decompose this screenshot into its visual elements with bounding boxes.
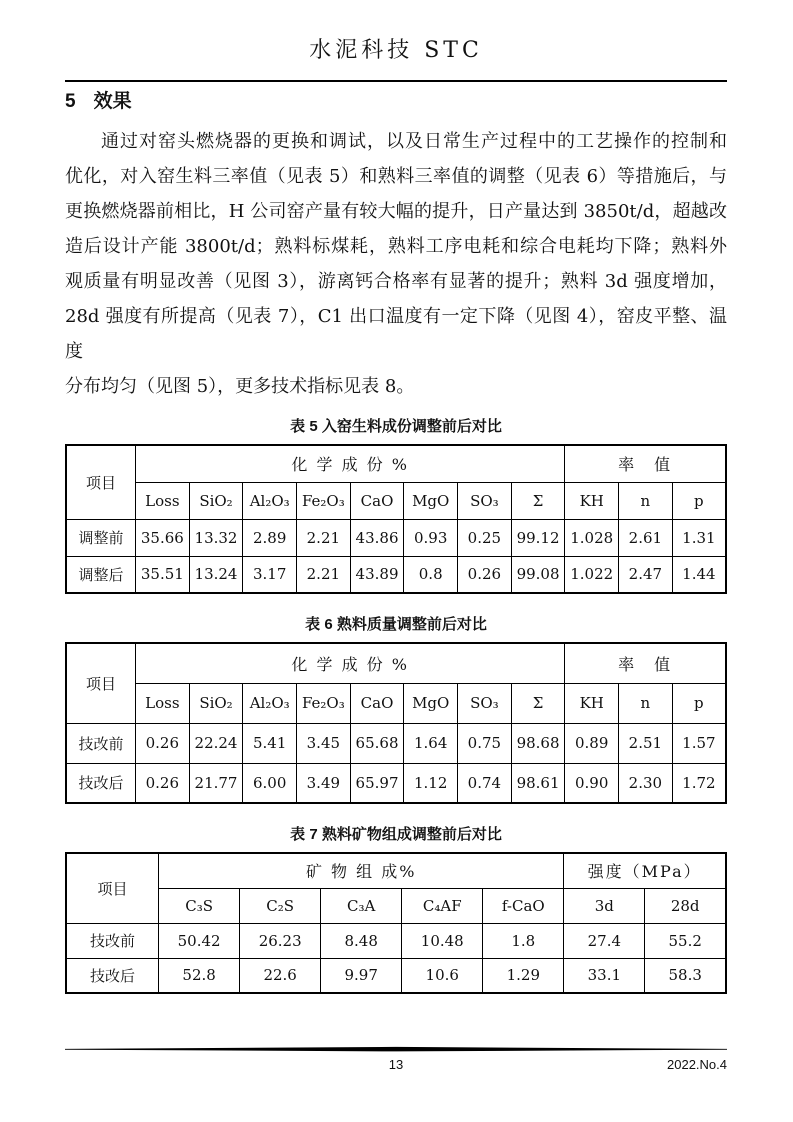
value-cell: 0.75 xyxy=(458,723,512,763)
data-table xyxy=(65,642,727,804)
value-cell: 1.12 xyxy=(404,763,458,803)
item-column-header: 项目 xyxy=(66,445,136,519)
value-cell: 8.48 xyxy=(321,923,402,958)
table-caption: 表 5 入窑生料成份调整前后对比 xyxy=(290,418,502,435)
value-cell: 55.2 xyxy=(645,923,726,958)
group-header-cell: 化 学 成 份 % xyxy=(136,445,565,482)
journal-header xyxy=(65,36,727,82)
table-row xyxy=(66,723,726,763)
column-header-cell: Al₂O₃ xyxy=(243,482,297,519)
column-header-cell: C₃A xyxy=(321,888,402,923)
column-header-cell: CaO xyxy=(350,683,404,723)
value-cell: 65.68 xyxy=(350,723,404,763)
value-cell: 13.24 xyxy=(189,556,243,593)
value-cell: 6.00 xyxy=(243,763,297,803)
row-label-cell: 技改后 xyxy=(66,958,159,993)
value-cell: 99.08 xyxy=(511,556,565,593)
table-row xyxy=(66,556,726,593)
group-header-cell: 率 值 xyxy=(565,445,726,482)
raw-meal-comparison-table xyxy=(65,444,727,594)
value-cell: 2.30 xyxy=(619,763,673,803)
value-cell: 35.51 xyxy=(136,556,190,593)
paragraph-line: 造后设计产能 3800t/d；熟料标煤耗，熟料工序电耗和综合电耗均下降；熟料外 xyxy=(65,236,727,257)
section-title: 效果 xyxy=(93,91,132,112)
column-header-cell: MgO xyxy=(404,482,458,519)
paragraph-line: 通过对窑头燃烧器的更换和调试，以及日常生产过程中的工艺操作的控制和 xyxy=(101,131,727,152)
value-cell: 1.022 xyxy=(565,556,619,593)
value-cell: 43.86 xyxy=(350,519,404,556)
value-cell: 1.72 xyxy=(672,763,726,803)
item-column-header: 项目 xyxy=(66,853,159,923)
value-cell: 2.21 xyxy=(297,556,351,593)
table-row xyxy=(66,763,726,803)
row-label-cell: 调整前 xyxy=(66,519,136,556)
section-number: 5 xyxy=(65,91,76,112)
table-subheader-row xyxy=(66,482,726,519)
value-cell: 3.17 xyxy=(243,556,297,593)
value-cell: 2.21 xyxy=(297,519,351,556)
paragraph-line: 分布均匀（见图 5），更多技术指标见表 8。 xyxy=(65,376,415,397)
column-header-cell: SiO₂ xyxy=(189,683,243,723)
value-cell: 0.89 xyxy=(565,723,619,763)
group-header-cell: 强度（MPa） xyxy=(564,853,726,888)
value-cell: 33.1 xyxy=(564,958,645,993)
column-header-cell: Fe₂O₃ xyxy=(297,482,351,519)
table-row xyxy=(66,519,726,556)
value-cell: 26.23 xyxy=(240,923,321,958)
value-cell: 27.4 xyxy=(564,923,645,958)
value-cell: 0.8 xyxy=(404,556,458,593)
column-header-cell: n xyxy=(619,683,673,723)
row-label-cell: 调整后 xyxy=(66,556,136,593)
value-cell: 2.89 xyxy=(243,519,297,556)
value-cell: 0.93 xyxy=(404,519,458,556)
header-rule xyxy=(65,80,727,82)
value-cell: 98.61 xyxy=(511,763,565,803)
column-header-cell: MgO xyxy=(404,683,458,723)
value-cell: 22.24 xyxy=(189,723,243,763)
column-header-cell: f-CaO xyxy=(483,888,564,923)
row-label-cell: 技改后 xyxy=(66,763,136,803)
column-header-cell: 28d xyxy=(645,888,726,923)
value-cell: 9.97 xyxy=(321,958,402,993)
group-header-cell: 化 学 成 份 % xyxy=(136,643,565,683)
table-caption: 表 7 熟料矿物组成调整前后对比 xyxy=(290,826,502,843)
value-cell: 1.028 xyxy=(565,519,619,556)
value-cell: 3.45 xyxy=(297,723,351,763)
value-cell: 0.90 xyxy=(565,763,619,803)
column-header-cell: p xyxy=(672,683,726,723)
row-label-cell: 技改前 xyxy=(66,923,159,958)
value-cell: 2.47 xyxy=(619,556,673,593)
paragraph-line: 优化，对入窑生料三率值（见表 5）和熟料三率值的调整（见表 6）等措施后，与 xyxy=(65,166,727,187)
column-header-cell: SO₃ xyxy=(458,683,512,723)
column-header-cell: n xyxy=(619,482,673,519)
group-header-cell: 矿 物 组 成% xyxy=(159,853,564,888)
journal-title: 水泥科技 STC xyxy=(309,38,483,63)
value-cell: 5.41 xyxy=(243,723,297,763)
column-header-cell: Fe₂O₃ xyxy=(297,683,351,723)
issue-label: 2022.No.4 xyxy=(667,1057,727,1072)
paragraph-line: 观质量有明显改善（见图 3），游离钙合格率有显著的提升；熟料 3d 强度增加， xyxy=(65,271,727,292)
value-cell: 98.68 xyxy=(511,723,565,763)
table-header-row xyxy=(66,445,726,482)
value-cell: 10.6 xyxy=(402,958,483,993)
value-cell: 35.66 xyxy=(136,519,190,556)
table-row xyxy=(66,923,726,958)
column-header-cell: Loss xyxy=(136,482,190,519)
column-header-cell: p xyxy=(672,482,726,519)
row-label-cell: 技改前 xyxy=(66,723,136,763)
column-header-cell: SO₃ xyxy=(458,482,512,519)
value-cell: 1.64 xyxy=(404,723,458,763)
table-row xyxy=(66,958,726,993)
column-header-cell: Al₂O₃ xyxy=(243,683,297,723)
section-heading xyxy=(65,89,727,115)
clinker-quality-comparison-table xyxy=(65,642,727,804)
value-cell: 1.29 xyxy=(483,958,564,993)
value-cell: 21.77 xyxy=(189,763,243,803)
column-header-cell: 3d xyxy=(564,888,645,923)
body-paragraph xyxy=(65,124,727,404)
value-cell: 2.61 xyxy=(619,519,673,556)
column-header-cell: C₂S xyxy=(240,888,321,923)
paragraph-line: 28d 强度有所提高（见表 7），C1 出口温度有一定下降（见图 4），窑皮平整、温度 xyxy=(65,306,727,362)
value-cell: 3.49 xyxy=(297,763,351,803)
value-cell: 99.12 xyxy=(511,519,565,556)
value-cell: 2.51 xyxy=(619,723,673,763)
value-cell: 0.26 xyxy=(458,556,512,593)
table-caption: 表 6 熟料质量调整前后对比 xyxy=(305,616,487,633)
value-cell: 52.8 xyxy=(159,958,240,993)
table-subheader-row xyxy=(66,683,726,723)
value-cell: 0.26 xyxy=(136,723,190,763)
column-header-cell: Σ xyxy=(511,482,565,519)
footer-rule xyxy=(65,1046,727,1053)
value-cell: 13.32 xyxy=(189,519,243,556)
column-header-cell: CaO xyxy=(350,482,404,519)
column-header-cell: KH xyxy=(565,482,619,519)
value-cell: 50.42 xyxy=(159,923,240,958)
page-footer xyxy=(65,1046,727,1073)
table-header-row xyxy=(66,853,726,888)
column-header-cell: C₃S xyxy=(159,888,240,923)
value-cell: 1.44 xyxy=(672,556,726,593)
column-header-cell: KH xyxy=(565,683,619,723)
data-table xyxy=(65,444,727,594)
value-cell: 22.6 xyxy=(240,958,321,993)
page-number: 13 xyxy=(388,1057,404,1072)
value-cell: 0.26 xyxy=(136,763,190,803)
column-header-cell: Loss xyxy=(136,683,190,723)
value-cell: 43.89 xyxy=(350,556,404,593)
item-column-header: 项目 xyxy=(66,643,136,723)
value-cell: 0.74 xyxy=(458,763,512,803)
heading-gap xyxy=(76,89,94,115)
value-cell: 10.48 xyxy=(402,923,483,958)
clinker-mineral-comparison-table xyxy=(65,852,727,994)
data-table xyxy=(65,852,727,994)
column-header-cell: Σ xyxy=(511,683,565,723)
column-header-cell: SiO₂ xyxy=(189,482,243,519)
value-cell: 0.25 xyxy=(458,519,512,556)
value-cell: 1.8 xyxy=(483,923,564,958)
value-cell: 58.3 xyxy=(645,958,726,993)
table-subheader-row xyxy=(66,888,726,923)
footer-row xyxy=(65,1056,727,1073)
paragraph-line: 更换燃烧器前相比，H 公司窑产量有较大幅的提升，日产量达到 3850t/d，超越改 xyxy=(65,201,727,222)
value-cell: 1.57 xyxy=(672,723,726,763)
table-header-row xyxy=(66,643,726,683)
value-cell: 65.97 xyxy=(350,763,404,803)
column-header-cell: C₄AF xyxy=(402,888,483,923)
value-cell: 1.31 xyxy=(672,519,726,556)
group-header-cell: 率 值 xyxy=(565,643,726,683)
